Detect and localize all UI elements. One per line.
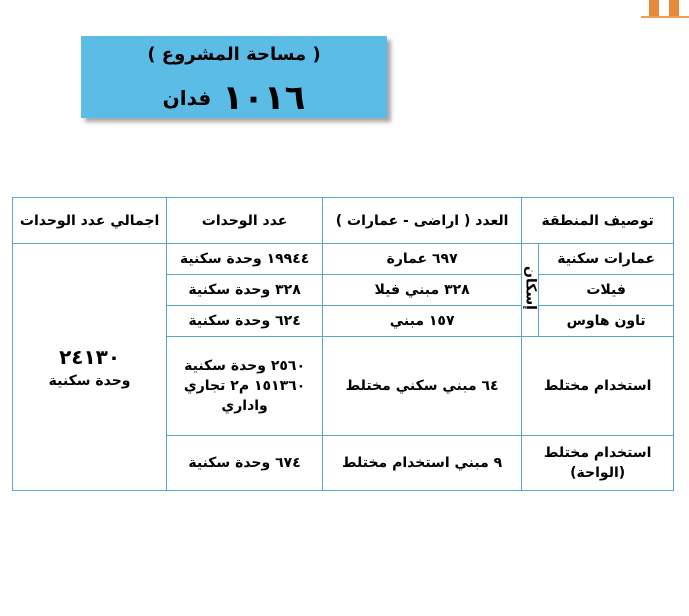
units-cell: ١٩٩٤٤ وحدة سكنية bbox=[167, 244, 323, 275]
units-cell: ٣٢٨ وحدة سكنية bbox=[167, 275, 323, 306]
zone-line: (الواحة) bbox=[570, 465, 626, 481]
project-area-number: ١٠١٦ bbox=[222, 78, 306, 118]
housing-label: إسكان bbox=[522, 266, 539, 310]
units-table bbox=[12, 197, 674, 491]
corner-decoration bbox=[641, 0, 689, 20]
zone-cell: تاون هاوس bbox=[539, 306, 674, 337]
units-cell: ٦٧٤ وحدة سكنية bbox=[167, 436, 323, 491]
table-header-row bbox=[13, 198, 674, 244]
count-cell: ٩ مبني استخدام مختلط bbox=[322, 436, 521, 491]
zone-cell: استخدام مختلط bbox=[522, 337, 674, 436]
zone-cell bbox=[522, 436, 674, 491]
corner-bar bbox=[649, 0, 659, 16]
project-area-box bbox=[81, 36, 387, 118]
count-cell: ٣٢٨ مبني فيلا bbox=[322, 275, 521, 306]
total-cell bbox=[13, 244, 167, 491]
table-row bbox=[13, 244, 674, 275]
project-area-value-line bbox=[81, 78, 387, 118]
housing-label-cell bbox=[522, 244, 539, 337]
total-label: وحدة سكنية bbox=[48, 373, 131, 389]
header-units: عدد الوحدات bbox=[167, 198, 323, 244]
units-line: ١٥١٣٦٠ م٢ تجاري bbox=[183, 378, 306, 394]
total-number: ٢٤١٣٠ bbox=[59, 345, 121, 369]
count-cell: ٦٤ مبني سكني مختلط bbox=[322, 337, 521, 436]
units-cell: ٦٢٤ وحدة سكنية bbox=[167, 306, 323, 337]
units-line: ٢٥٦٠ وحدة سكنية bbox=[184, 358, 306, 374]
corner-line bbox=[641, 16, 689, 18]
header-zone: توصيف المنطقة bbox=[522, 198, 674, 244]
units-cell bbox=[167, 337, 323, 436]
project-area-unit: فدان bbox=[162, 86, 212, 110]
zone-line: استخدام مختلط bbox=[543, 445, 652, 461]
count-cell: ١٥٧ مبني bbox=[322, 306, 521, 337]
header-count: العدد ( اراضى - عمارات ) bbox=[322, 198, 521, 244]
header-total: اجمالي عدد الوحدات bbox=[13, 198, 167, 244]
zone-cell: عمارات سكنية bbox=[539, 244, 674, 275]
zone-cell: فيلات bbox=[539, 275, 674, 306]
corner-bar bbox=[669, 0, 679, 16]
count-cell: ٦٩٧ عمارة bbox=[322, 244, 521, 275]
project-area-title: ( مساحة المشروع ) bbox=[147, 44, 321, 65]
units-line: واداري bbox=[221, 398, 268, 414]
